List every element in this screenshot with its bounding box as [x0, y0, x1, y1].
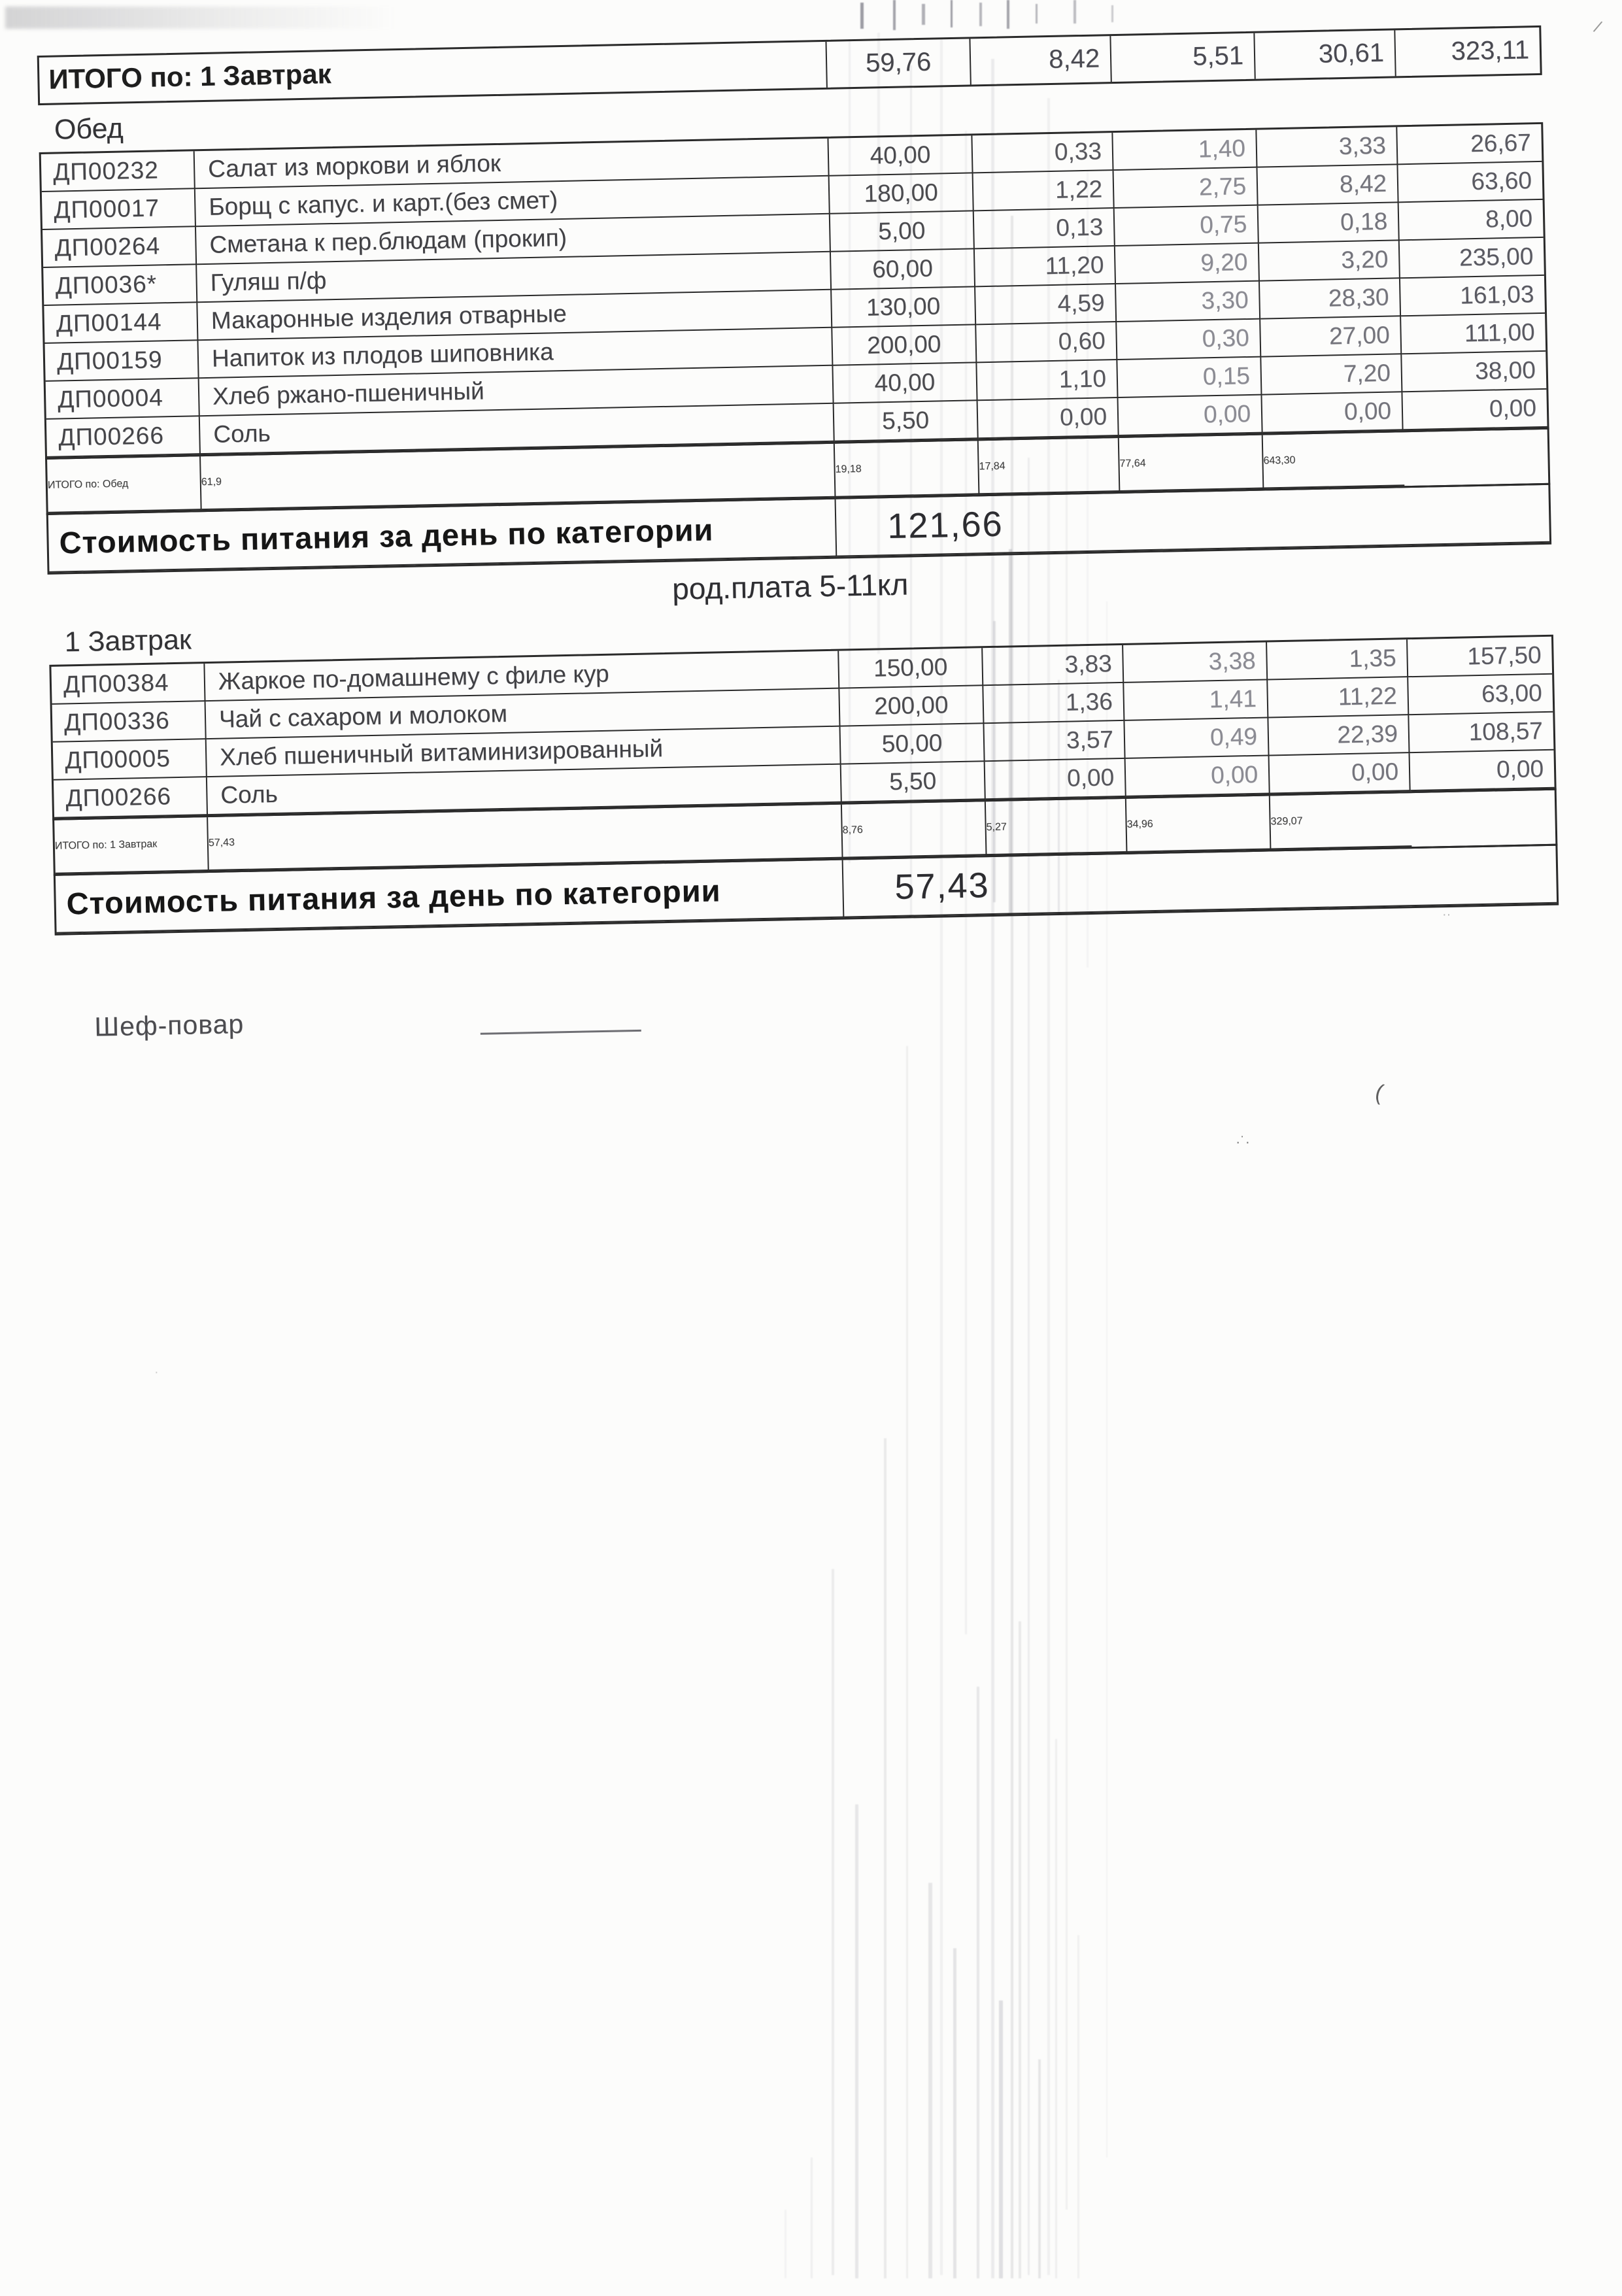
item-v4-cell: 108,57 [1409, 713, 1553, 753]
item-v1-cell: 1,22 [973, 171, 1115, 211]
item-v3-cell: 11,22 [1268, 677, 1409, 718]
item-name-cell: Соль [207, 765, 842, 815]
item-v4-cell: 63,60 [1398, 162, 1542, 203]
item-v1-cell: 3,57 [984, 721, 1125, 762]
totals-top-value: 5,51 [1111, 33, 1255, 82]
breakfast-items-table [49, 635, 1556, 820]
item-v4-cell: 26,67 [1397, 124, 1542, 165]
item-v1-cell: 0,33 [972, 133, 1113, 173]
item-qty-cell: 5,50 [834, 401, 979, 441]
totals-top-value: 323,11 [1451, 35, 1530, 66]
item-qty-cell: 40,00 [833, 363, 977, 403]
item-code-cell: ДП00266 [54, 777, 208, 819]
scanner-streak [811, 2157, 813, 2278]
item-v1-cell: 0,60 [976, 322, 1117, 363]
scanner-streak [884, 1438, 887, 2278]
scanner-streak [1077, 1935, 1079, 2278]
item-v2-cell: 0,75 [1115, 206, 1259, 246]
item-v2-cell: 3,30 [1116, 282, 1260, 322]
item-name-cell: Борщ с капус. и карт.(без смет) [195, 177, 830, 227]
item-v3-cell: 3,33 [1257, 127, 1398, 167]
item-v2-cell: 0,00 [1119, 396, 1263, 436]
item-v2-cell: 0,00 [1126, 756, 1270, 796]
item-v3-cell: 3,20 [1259, 241, 1400, 281]
item-code-cell: ДП00017 [42, 189, 196, 230]
item-v3-cell: 0,18 [1259, 203, 1400, 243]
item-v1-cell: 0,00 [978, 398, 1119, 439]
item-qty-cell: 50,00 [841, 724, 985, 764]
breakfast-daycost-value: 57,43 [843, 846, 1557, 918]
section-title-breakfast: 1 Завтрак [64, 624, 192, 658]
item-name-cell: Сметана к пер.блюдам (прокип) [196, 214, 831, 265]
item-v3-cell: 1,35 [1267, 639, 1408, 680]
item-v4-cell: 63,00 [1408, 675, 1553, 715]
scanner-streak [977, 1687, 979, 2278]
item-code-cell: ДП00264 [42, 227, 197, 268]
scanner-streak [1055, 1739, 1057, 2278]
item-code-cell: ДП00266 [46, 416, 201, 458]
item-v2-cell: 0,49 [1124, 718, 1269, 758]
item-code-cell: ДП00005 [53, 739, 207, 781]
item-v3-cell: 27,00 [1260, 316, 1402, 357]
signature-line [481, 1030, 641, 1035]
scanner-streak [785, 2210, 786, 2278]
item-qty-cell: 180,00 [830, 173, 974, 214]
item-v4-cell: 161,03 [1400, 276, 1545, 316]
lunch-daycost-label: Стоимость питания за день по категории [48, 499, 837, 573]
scan-speck: ·˙· [1236, 1134, 1250, 1150]
item-v4-cell: 235,00 [1400, 238, 1544, 279]
item-qty-cell: 60,00 [831, 249, 975, 290]
item-name-cell: Хлеб ржано-пшеничный [199, 366, 834, 416]
item-code-cell: ДП00159 [45, 341, 199, 382]
item-name-cell: Чай с сахаром и молоком [206, 689, 841, 739]
item-name-cell: Салат из моркови и яблок [195, 139, 830, 189]
chef-signature-block [56, 983, 1561, 1052]
scanner-streak [1038, 2059, 1041, 2278]
scanner-streak [855, 1804, 858, 2278]
item-v1-cell: 1,10 [977, 360, 1118, 401]
item-v2-cell: 1,41 [1124, 680, 1268, 720]
item-qty-cell: 5,50 [841, 762, 986, 802]
item-v3-cell: 8,42 [1257, 165, 1398, 205]
item-v1-cell: 11,20 [975, 246, 1116, 287]
lunch-total-value: 17,84 [979, 438, 1121, 494]
scan-speck: ( [1372, 1079, 1386, 1106]
breakfast-total-value: 5,27 [986, 799, 1128, 855]
chef-label: Шеф-повар [94, 1009, 245, 1042]
item-v3-cell: 7,20 [1261, 354, 1402, 395]
scanner-streak [1019, 1621, 1021, 2278]
item-v3-cell: 28,30 [1260, 279, 1401, 319]
lunch-total-value: 19,18 [835, 441, 980, 497]
item-v4-cell: 38,00 [1402, 352, 1546, 392]
item-name-cell: Напиток из плодов шиповника [198, 328, 833, 379]
item-v2-cell: 1,40 [1113, 130, 1257, 171]
item-qty-cell: 5,00 [830, 211, 975, 252]
item-v2-cell: 9,20 [1115, 244, 1260, 284]
breakfast-total-label: ИТОГО по: 1 Завтрак [54, 817, 209, 874]
item-v4-cell: 111,00 [1401, 314, 1546, 354]
breakfast-daycost-label: Стоимость питания за день по категории [56, 860, 845, 934]
item-name-cell: Хлеб пшеничный витаминизированный [207, 727, 841, 777]
item-name-cell: Макаронные изделия отварные [197, 290, 832, 341]
item-code-cell: ДП0036* [43, 265, 197, 306]
lunch-total-value: 77,64 [1119, 435, 1264, 492]
item-code-cell: ДП00144 [44, 303, 198, 344]
lunch-total-label: ИТОГО по: Обед [47, 456, 202, 513]
item-code-cell: ДП00232 [41, 151, 195, 192]
item-qty-cell: 150,00 [839, 648, 983, 688]
item-v2-cell: 3,38 [1123, 643, 1268, 683]
item-code-cell: ДП00384 [51, 664, 205, 705]
item-v4-cell: 0,00 [1402, 390, 1547, 430]
scanner-streak [832, 1569, 834, 2275]
item-v1-cell: 1,36 [983, 683, 1124, 724]
section-title-lunch: Обед [54, 112, 124, 146]
item-v3-cell: 0,00 [1270, 753, 1411, 794]
breakfast-total-qty: 57,43 [208, 805, 843, 871]
item-v2-cell: 0,30 [1117, 320, 1261, 360]
item-qty-cell: 200,00 [839, 686, 984, 726]
lunch-total-value: 643,30 [1263, 432, 1405, 488]
item-v4-cell: 157,50 [1408, 637, 1552, 677]
item-qty-cell: 130,00 [832, 287, 976, 328]
item-name-cell: Жаркое по-домашнему с филе кур [205, 651, 839, 701]
document-sheet [36, 0, 1561, 1052]
scanner-streak [928, 1883, 932, 2278]
lunch-total-qty: 61,9 [201, 444, 836, 510]
item-qty-cell: 40,00 [828, 135, 973, 176]
lunch-daycost-value: 121,66 [836, 485, 1550, 557]
breakfast-total-value: 34,96 [1126, 796, 1272, 852]
item-name-cell: Гуляш п/ф [197, 252, 832, 303]
item-v4-cell: 8,00 [1399, 200, 1544, 241]
totals-top-label: ИТОГО по: 1 Завтрак [39, 42, 828, 103]
item-v1-cell: 0,00 [985, 759, 1126, 800]
totals-top-value: 30,61 [1255, 30, 1396, 78]
item-v1-cell: 3,83 [983, 645, 1124, 686]
scanner-streak [906, 1046, 908, 2278]
item-v3-cell: 0,00 [1262, 392, 1403, 433]
scanner-streak [999, 2001, 1003, 2278]
item-code-cell: ДП00336 [52, 701, 207, 743]
item-v2-cell: 2,75 [1114, 168, 1259, 209]
breakfast-total-value: 8,76 [842, 802, 987, 858]
item-v3-cell: 22,39 [1268, 715, 1410, 756]
item-qty-cell: 200,00 [832, 325, 977, 365]
item-name-cell: Соль [200, 404, 835, 454]
scan-speck: ·· [1442, 907, 1451, 922]
item-code-cell: ДП00004 [46, 379, 200, 420]
scanner-streak [953, 1948, 956, 2278]
breakfast-total-value: 329,07 [1270, 793, 1412, 849]
totals-top-value: 8,42 [970, 36, 1111, 84]
category-header: род.плата 5-11кл [671, 567, 909, 606]
item-v1-cell: 0,13 [974, 209, 1115, 249]
totals-top-qty: 59,76 [826, 39, 971, 87]
scan-speck: · [154, 1365, 159, 1379]
item-v2-cell: 0,15 [1117, 358, 1262, 398]
item-v1-cell: 4,59 [975, 284, 1117, 325]
scan-speck: / [1591, 16, 1604, 37]
item-v4-cell: 0,00 [1410, 751, 1555, 791]
lunch-items-table [39, 122, 1549, 460]
